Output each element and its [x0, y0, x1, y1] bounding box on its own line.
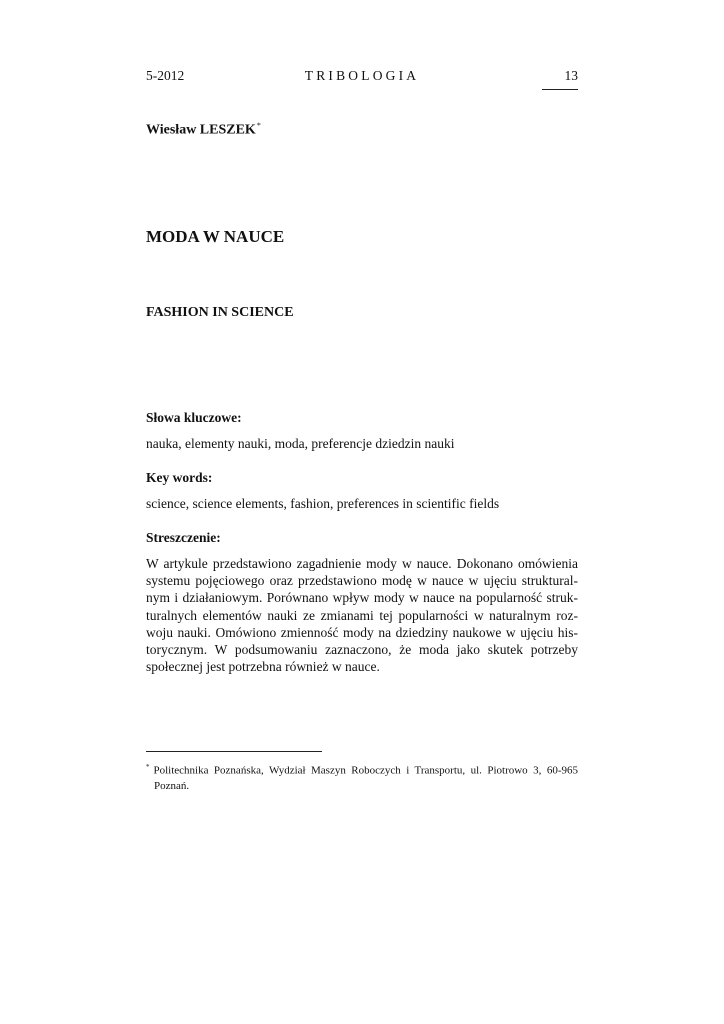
title-english: FASHION IN SCIENCE: [146, 305, 294, 320]
abstract-line: społecznej jest potrzebna również w nauce.: [146, 659, 380, 675]
footnote-marker: *: [146, 763, 150, 771]
keywords-en-heading: Key words:: [146, 470, 213, 485]
author-name-text: Wiesław LESZEK: [146, 122, 256, 138]
running-header: [146, 68, 578, 86]
abstract-line: torycznym. W podsumowaniu zaznaczono, że moda jako skutek potrzeby: [146, 642, 578, 658]
footnote-line-1: [146, 760, 578, 779]
footnote-line-2: Poznań.: [154, 779, 190, 792]
author-name: [146, 121, 261, 139]
keywords-en-text: science, science elements, fashion, preferences in scientific fields: [146, 496, 500, 511]
page-number: 13: [564, 68, 578, 83]
issue-number: 5-2012: [146, 68, 185, 83]
journal-name: TRIBOLOGIA: [304, 68, 420, 83]
abstract-line: W artykule przedstawiono zagadnienie mody w nauce. Dokonano omówienia: [146, 556, 578, 571]
title-polish: MODA W NAUCE: [146, 227, 285, 246]
abstract-line: woju nauki. Omówiono zmienność mody na dziedziny naukowe w ujęciu his-: [146, 624, 578, 640]
footnote: [146, 760, 578, 794]
abstract-body: [146, 555, 578, 675]
keywords-pl-heading: Słowa kluczowe:: [146, 410, 242, 425]
abstract-heading: Streszczenie:: [146, 530, 221, 545]
keywords-pl-text: nauka, elementy nauki, moda, preferencje dziedzin nauki: [146, 436, 455, 451]
abstract-line: systemu pojęciowego oraz przedstawiono modę w nauce w ujęciu struktural-: [146, 573, 578, 589]
header-rule: [542, 89, 578, 90]
abstract-line: turalnych elementów nauki ze zmianami tej popularności w naturalnym roz-: [146, 607, 578, 623]
footnote-rule: [146, 751, 322, 752]
abstract-line: nym i działaniowym. Porównano wpływ mody w nauce na popularność struk-: [146, 590, 578, 606]
footnote-affiliation: Politechnika Poznańska, Wydział Maszyn Roboczych i Transportu, ul. Piotrowo 3, 60-965: [153, 764, 578, 777]
author-footnote-marker: *: [256, 121, 261, 130]
